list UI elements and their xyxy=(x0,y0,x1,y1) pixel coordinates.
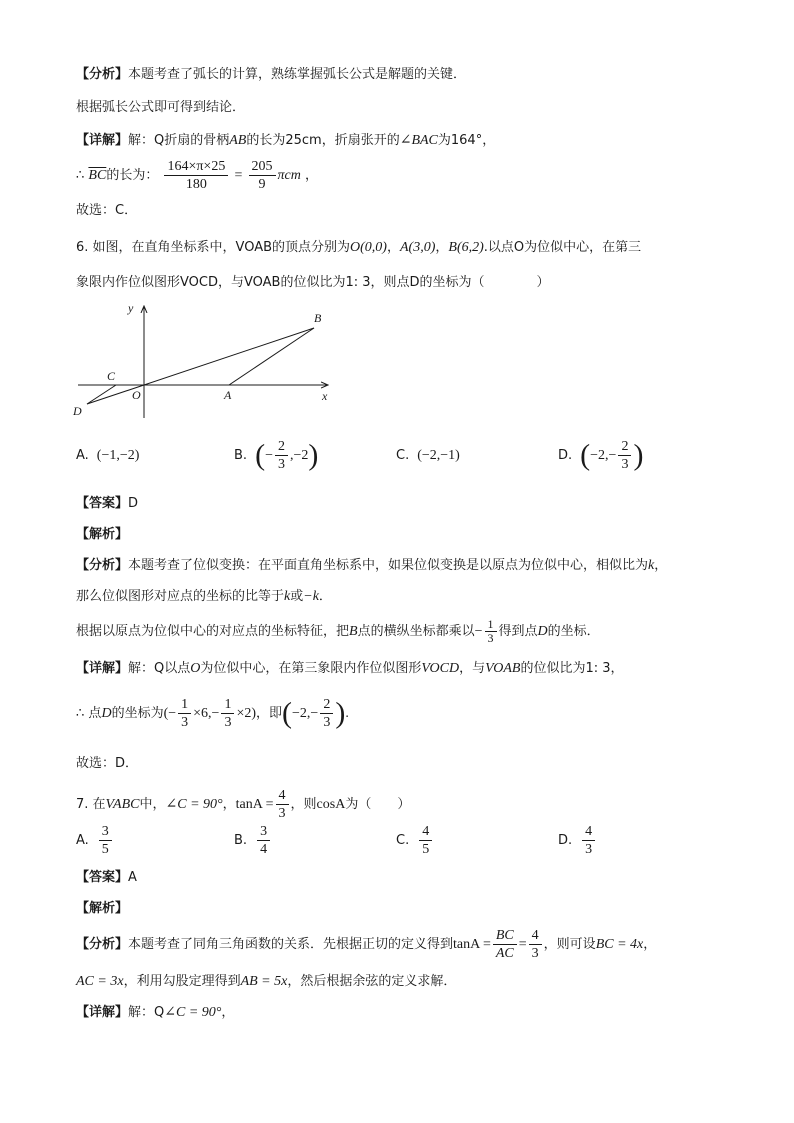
section-head: 【分析】 xyxy=(76,937,129,952)
detail-text: ，与 xyxy=(459,661,486,676)
q7-jiexi xyxy=(76,899,128,919)
detail-text: 的位似比为1: 3， xyxy=(520,661,624,676)
fraction xyxy=(178,696,191,731)
math-var: πcm xyxy=(277,168,301,183)
segment-OB xyxy=(144,328,314,385)
fraction xyxy=(249,158,276,193)
denominator: AC xyxy=(495,946,514,961)
math-var: ∠C = 90° xyxy=(165,797,223,812)
numerator: 1 xyxy=(178,696,191,714)
q5-analysis xyxy=(76,65,466,85)
option-label: A. xyxy=(76,448,89,463)
denominator: 3 xyxy=(181,715,189,730)
numerator: 3 xyxy=(257,823,270,841)
analysis-text: 本题考查了位似变换：在平面直角坐标系中，如果位似变换是以原点为位似中心，相似比为 xyxy=(128,558,649,573)
punct: ， xyxy=(386,240,400,255)
minus: − xyxy=(474,624,483,639)
therefore-symbol: ∴ xyxy=(76,168,85,183)
analysis-text: ，则可设 xyxy=(543,937,596,952)
q7-option-c xyxy=(396,822,434,860)
punct: ， xyxy=(221,1005,235,1020)
fraction xyxy=(320,696,333,731)
option-value: −2,− xyxy=(590,448,617,463)
math-var: VOCD xyxy=(421,661,460,676)
analysis-text: 本题考查了同角三角函数的关系．先根据正切的定义得到 xyxy=(128,937,454,952)
punct: ， xyxy=(222,797,236,812)
denominator: 180 xyxy=(185,177,207,192)
analysis-text: 的坐标． xyxy=(547,624,600,639)
numerator: 2 xyxy=(275,438,288,456)
q6-jiexi xyxy=(76,525,128,545)
detail-text: 为164°， xyxy=(437,133,496,148)
math-expr: AC = 3x xyxy=(76,974,124,989)
option-label: D. xyxy=(558,833,573,848)
fraction xyxy=(529,927,542,962)
math-var: k xyxy=(648,558,655,573)
q6-analysis xyxy=(76,556,667,576)
math-var: B(6,2) xyxy=(448,240,484,255)
detail-text: 的长为25cm，折扇张开的 xyxy=(246,133,400,148)
punct: ， xyxy=(654,558,668,573)
denominator: 5 xyxy=(101,842,109,857)
punct: ， xyxy=(643,937,657,952)
fraction xyxy=(618,438,631,473)
therefore-symbol: ∴ xyxy=(76,706,85,721)
math-var: VOAB xyxy=(485,661,521,676)
q6-answer xyxy=(76,494,138,514)
stem-text: .以点O为位似中心，在第三 xyxy=(483,240,642,255)
math-expr: cosA xyxy=(316,797,346,812)
math-var: D xyxy=(101,706,112,721)
denominator: 3 xyxy=(487,631,494,645)
analysis-text: 得到点 xyxy=(498,624,538,639)
section-head: 【详解】 xyxy=(76,1005,129,1020)
detail-text: 为位似中心，在第三象限内作位似图形 xyxy=(200,661,422,676)
q7-analysis-2 xyxy=(76,972,456,992)
numerator: 3 xyxy=(99,823,112,841)
q6-detail-2: ∴ 点D的坐标为(− $\frac{1}{3}$ ×6,− $\frac{1}{3}$ ×2)，即(−2,− $\frac{2}{3}$ ). xyxy=(76,696,349,730)
math-var: k xyxy=(284,589,291,604)
option-value: (−2,−1) xyxy=(417,448,460,463)
q5-detail xyxy=(76,131,495,151)
option-c xyxy=(396,438,460,474)
fraction xyxy=(276,787,289,822)
numerator: 2 xyxy=(618,438,631,456)
denominator: 5 xyxy=(422,842,430,857)
option-d: D. (−2,− $\frac{2}{3}$ ) xyxy=(558,438,644,472)
denominator: 3 xyxy=(621,457,629,472)
numerator: 1 xyxy=(485,618,497,632)
analysis-text: 本题考查了弧长的计算，熟练掌握弧长公式是解题的关键． xyxy=(128,67,467,82)
stem-text: 6. 如图，在直角坐标系中，VOAB的顶点分别为 xyxy=(76,240,351,255)
math-var: O(0,0) xyxy=(350,240,387,255)
q6-choice xyxy=(76,754,138,774)
denominator: 3 xyxy=(323,715,331,730)
numerator: 4 xyxy=(582,823,595,841)
detail-text: 的长为： xyxy=(106,168,159,183)
q7-answer xyxy=(76,868,137,888)
fraction xyxy=(99,823,112,858)
math-expr: (− xyxy=(163,706,177,721)
fraction xyxy=(257,823,270,858)
punct: . xyxy=(345,706,349,721)
math-expr: tanA = xyxy=(235,797,274,812)
q6-analysis-2 xyxy=(76,587,332,607)
choice-text: 故选：C． xyxy=(76,203,138,218)
arc-symbol: $\overline{BC}$ xyxy=(88,168,107,183)
math-expr: ×2) xyxy=(236,706,256,721)
option-label: B. xyxy=(234,448,248,463)
numerator: 1 xyxy=(221,696,234,714)
denominator: 9 xyxy=(258,177,266,192)
numerator: 164×π×25 xyxy=(164,158,228,176)
section-head: 【详解】 xyxy=(76,661,129,676)
detail-text: 的坐标为 xyxy=(111,706,164,721)
option-value: − xyxy=(265,448,273,463)
stem-text: 中， xyxy=(139,797,166,812)
math-expr: ∠C = 90° xyxy=(164,1005,222,1020)
segment-CD xyxy=(87,385,116,404)
denominator: 3 xyxy=(224,715,232,730)
math-expr: AB = 5x xyxy=(240,974,288,989)
stem-text: 7. 在 xyxy=(76,797,106,812)
q7-option-b xyxy=(234,822,272,860)
denominator: 4 xyxy=(260,842,268,857)
numerator: 4 xyxy=(276,787,289,805)
math-var: A(3,0) xyxy=(399,240,436,255)
fraction xyxy=(419,823,432,858)
math-var: VABC xyxy=(105,797,140,812)
fraction xyxy=(221,696,234,731)
option-label: D. xyxy=(558,448,573,463)
section-head: 【解析】 xyxy=(76,901,129,916)
label-C: C xyxy=(107,369,116,383)
q6-analysis-3 xyxy=(76,614,600,650)
label-B: B xyxy=(314,311,322,325)
coordinate-figure xyxy=(70,298,340,428)
math-var: O xyxy=(190,661,201,676)
numerator: BC xyxy=(493,927,517,945)
answer-value: D xyxy=(128,496,139,511)
math-expr: tanA = xyxy=(453,937,491,952)
detail-text: 解：Q以点 xyxy=(128,661,191,676)
equals: = xyxy=(518,937,527,952)
fraction xyxy=(275,438,288,473)
numerator: 205 xyxy=(249,158,276,176)
math-expr: −2,− xyxy=(292,706,319,721)
section-head: 【解析】 xyxy=(76,527,129,542)
math-expr: BC = 4x xyxy=(595,937,644,952)
math-var: −k xyxy=(303,589,319,604)
analysis-text: 那么位似图形对应点的坐标的比等于 xyxy=(76,589,285,604)
q7-option-d xyxy=(558,822,597,860)
denominator: 3 xyxy=(531,946,539,961)
analysis-text: ，利用勾股定理得到 xyxy=(123,974,241,989)
detail-text: 点 xyxy=(88,706,102,721)
option-label: C. xyxy=(396,833,410,848)
q7-analysis xyxy=(76,926,656,964)
math-var: ∠BAC xyxy=(399,133,438,148)
detail-text: 解：Q xyxy=(128,1005,165,1020)
q6-stem-1 xyxy=(76,238,641,258)
option-a xyxy=(76,438,139,474)
punct: ， xyxy=(435,240,449,255)
label-O: O xyxy=(132,388,141,402)
label-x: x xyxy=(322,389,328,403)
section-head: 【详解】 xyxy=(76,133,129,148)
q5-choice xyxy=(76,201,137,221)
q5-arc-length xyxy=(76,158,318,194)
math-var: AB xyxy=(229,133,247,148)
denominator: 3 xyxy=(585,842,593,857)
numerator: 4 xyxy=(529,927,542,945)
q7-stem xyxy=(76,786,410,824)
option-b: B. (− $\frac{2}{3}$ ,−2) xyxy=(234,438,319,472)
punct: ， xyxy=(305,168,319,183)
fraction xyxy=(164,158,228,193)
section-head: 【分析】 xyxy=(76,67,129,82)
segment-AB xyxy=(229,328,314,385)
math-expr: ×6,− xyxy=(193,706,220,721)
q7-option-a xyxy=(76,822,114,860)
option-value: ,−2 xyxy=(289,448,309,463)
numerator: 4 xyxy=(419,823,432,841)
punct: ． xyxy=(318,589,332,604)
denominator: 3 xyxy=(278,806,286,821)
fraction xyxy=(485,618,497,645)
option-value: (−1,−2) xyxy=(96,448,140,463)
analysis-text: 点的横纵坐标都乘以 xyxy=(357,624,475,639)
answer-value: A xyxy=(128,870,137,885)
detail-text: ，即 xyxy=(256,706,283,721)
math-var: B xyxy=(349,624,358,639)
numerator: 2 xyxy=(320,696,333,714)
fraction xyxy=(582,823,595,858)
label-y: y xyxy=(128,301,134,315)
stem-text: 为（ ） xyxy=(345,797,411,812)
analysis-text: 根据弧长公式即可得到结论． xyxy=(76,100,246,115)
label-D: D xyxy=(73,404,82,418)
choice-text: 故选：D． xyxy=(76,756,139,771)
stem-text: 象限内作位似图形VOCD，与VOAB的位似比为1: 3，则点D的坐标为（ ） xyxy=(76,275,550,290)
section-head: 【答案】 xyxy=(76,496,129,511)
q6-stem-2 xyxy=(76,273,550,293)
option-label: C. xyxy=(396,448,410,463)
analysis-text: ，然后根据余弦的定义求解． xyxy=(287,974,457,989)
analysis-text: 根据以原点为位似中心的对应点的坐标特征，把 xyxy=(76,624,350,639)
section-head: 【答案】 xyxy=(76,870,129,885)
option-label: A. xyxy=(76,833,89,848)
equals: = xyxy=(234,168,243,183)
label-A: A xyxy=(224,388,232,402)
math-var: D xyxy=(537,624,548,639)
fraction xyxy=(493,927,517,962)
option-label: B. xyxy=(234,833,248,848)
detail-text: 解：Q折扇的骨柄 xyxy=(128,133,230,148)
section-head: 【分析】 xyxy=(76,558,129,573)
q6-detail xyxy=(76,659,624,679)
q5-analysis-2 xyxy=(76,98,245,118)
analysis-text: 或 xyxy=(290,589,304,604)
stem-text: ，则 xyxy=(290,797,317,812)
q7-detail xyxy=(76,1003,234,1023)
denominator: 3 xyxy=(277,457,285,472)
